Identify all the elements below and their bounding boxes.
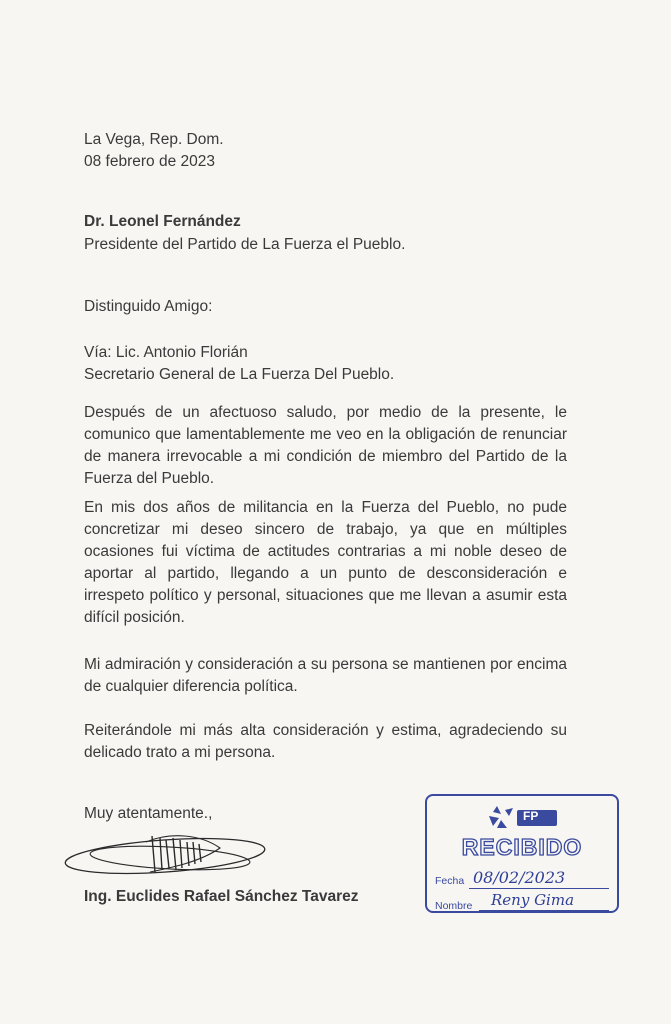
salutation: Distinguido Amigo: <box>84 298 213 315</box>
body-paragraph-2: En mis dos años de militancia en la Fuerza del Pueblo, no pude concretizar mi deseo sincero de trabajo, ya que en múltiples ocasiones fui víctima de actitudes contrarias a mi noble deseo de aportar al partido, llegando a un punto de desconsideración e irrespeto político y personal, situaciones que me llevan a asumir esta difícil posición. <box>84 499 567 626</box>
body-paragraph-3: Mi admiración y consideración a su persona se mantienen por encima de cualquier diferencia política. <box>84 656 567 695</box>
place-line: La Vega, Rep. Dom. <box>84 131 224 148</box>
stamp-fecha-value: 08/02/2023 <box>473 868 566 887</box>
signer-name: Ing. Euclides Rafael Sánchez Tavarez <box>84 888 359 905</box>
via-title-line: Secretario General de La Fuerza Del Pueblo. <box>84 366 395 383</box>
body-paragraph-4: Reiterándole mi más alta consideración y estima, agradeciendo su delicado trato a mi persona. <box>84 722 567 761</box>
handwritten-signature <box>60 828 280 893</box>
stamp-fecha-rule <box>469 888 609 889</box>
stamp-fecha-label: Fecha <box>435 875 465 887</box>
stamp-nombre-label: Nombre <box>435 900 473 912</box>
stamp-nombre-rule <box>479 910 609 911</box>
received-stamp <box>425 794 619 913</box>
stamp-title: RECIBIDO <box>461 834 583 860</box>
stamp-logo-text: FP <box>523 809 539 823</box>
via-line: Vía: Lic. Antonio Florián <box>84 344 248 361</box>
recipient-title: Presidente del Partido de La Fuerza el Pueblo. <box>84 236 406 253</box>
stamp-nombre-value: Reny Gima <box>491 891 575 909</box>
body-paragraph-1: Después de un afectuoso saludo, por medio de la presente, le comunico que lamentablemente me veo en la obligación de renunciar de manera irrevocable a mi condición de miembro del Partido de la Fuerza del Pueblo. <box>84 404 567 487</box>
recipient-name: Dr. Leonel Fernández <box>84 213 241 230</box>
closing: Muy atentamente., <box>84 805 213 822</box>
date-line: 08 febrero de 2023 <box>84 153 215 170</box>
